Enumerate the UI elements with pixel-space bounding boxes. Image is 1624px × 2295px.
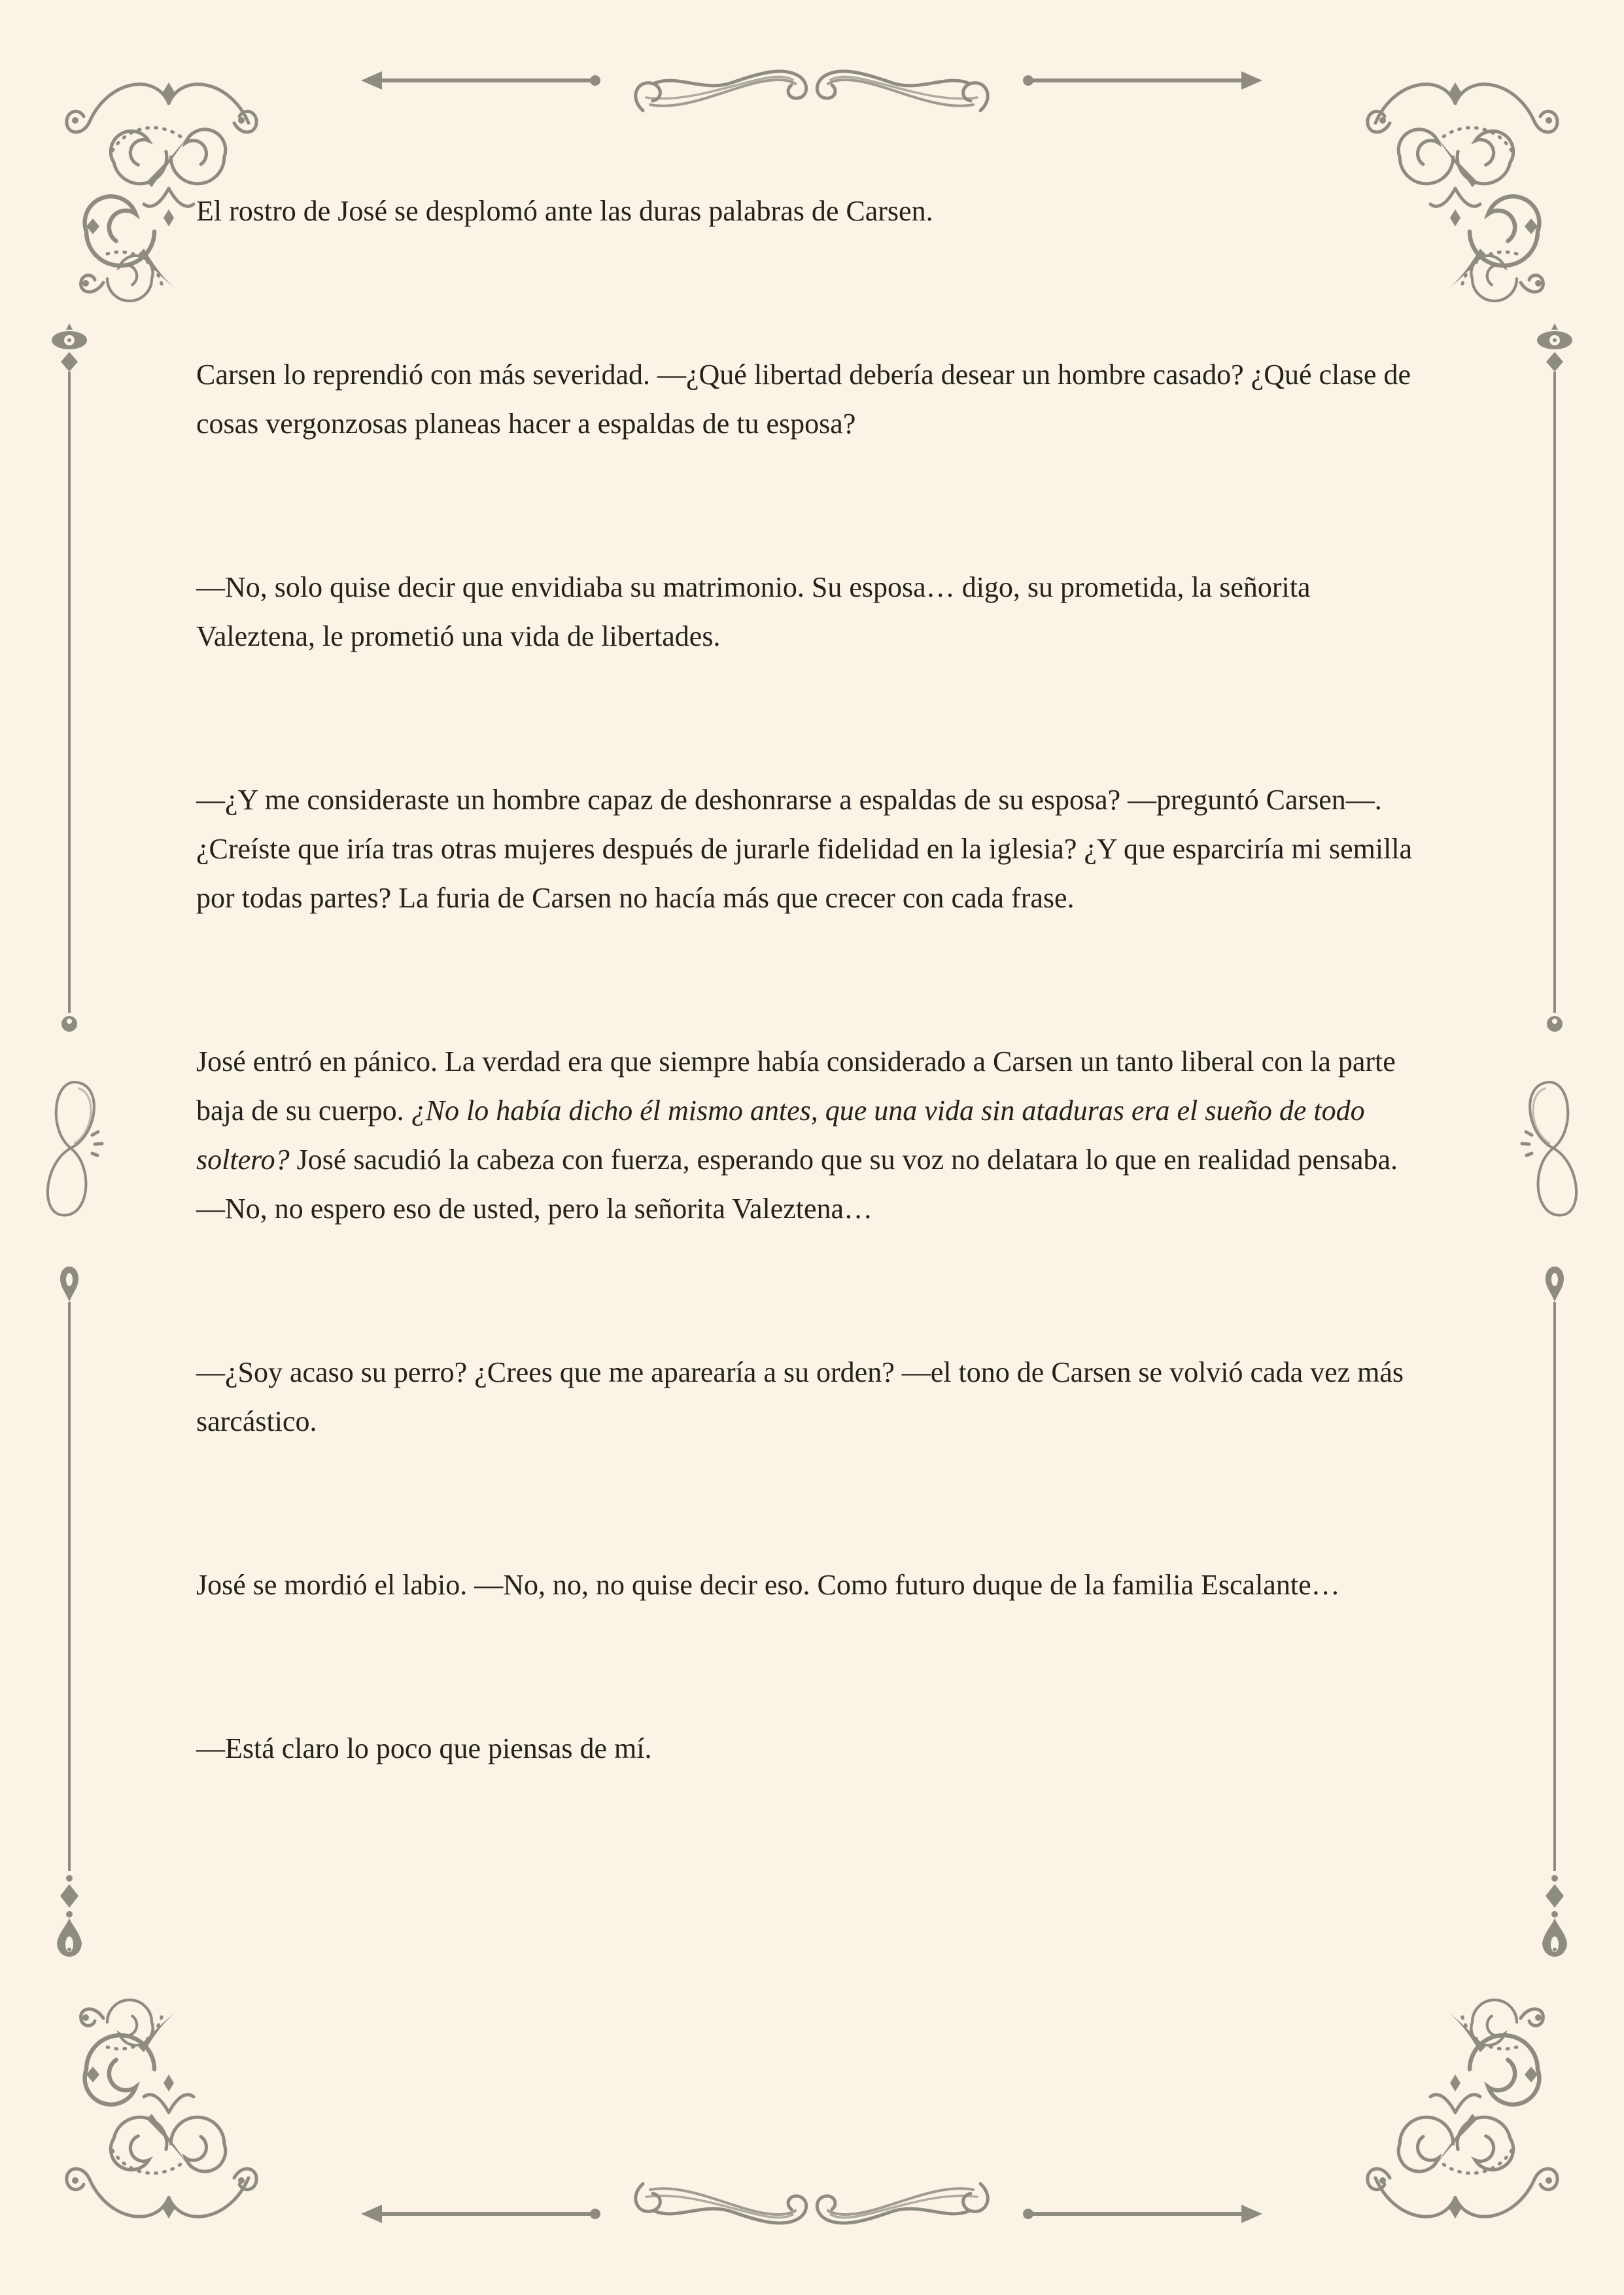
paragraph xyxy=(196,775,1414,922)
bottom-arrow-scroll-divider-icon xyxy=(351,2165,1273,2263)
paragraph xyxy=(196,563,1414,661)
paragraph-italic-segment: ¿No lo había dicho él mismo antes, que una vida sin ataduras era el sueño de todo soltero? xyxy=(196,1095,1365,1176)
left-lower-rod-ornament-icon xyxy=(50,1263,89,1969)
right-figure-eight-flourish-icon xyxy=(1517,1070,1589,1230)
paragraph xyxy=(196,186,1414,236)
paragraph-segment: —¿Y me consideraste un hombre capaz de deshonrarse a espaldas de su esposa? —preguntó Carsen—. ¿Creíste que iría tras otras mujeres después de jurarle fidelidad en la iglesia? ¿Y que esparciría mi semilla por todas partes? La furia de Carsen no hacía más que crecer con cada frase. xyxy=(196,784,1413,914)
top-arrow-scroll-divider-icon xyxy=(351,31,1273,130)
left-figure-eight-flourish-icon xyxy=(35,1070,107,1230)
paragraph-segment: José entró en pánico. La verdad era que siempre había considerado a Carsen un tanto liberal con la parte baja de su cuerpo. xyxy=(196,1045,1396,1127)
left-upper-rod-ornament-icon xyxy=(50,321,89,1043)
paragraph xyxy=(196,1724,1414,1773)
paragraph-segment: José se mordió el labio. —No, no, no quise decir eso. Como futuro duque de la familia Escalante… xyxy=(196,1569,1340,1601)
corner-flourish-bottom-left-icon xyxy=(47,1999,269,2247)
paragraph xyxy=(196,1348,1414,1446)
paragraph-segment: —¿Soy acaso su perro? ¿Crees que me aparearía a su orden? —el tono de Carsen se volvió cada vez más sarcástico. xyxy=(196,1356,1404,1437)
paragraph xyxy=(196,1037,1414,1233)
right-lower-rod-ornament-icon xyxy=(1535,1263,1574,1969)
paragraph xyxy=(196,1560,1414,1609)
paragraph-segment: —Está claro lo poco que piensas de mí. xyxy=(196,1732,652,1764)
right-upper-rod-ornament-icon xyxy=(1535,321,1574,1043)
paragraph-segment: El rostro de José se desplomó ante las duras palabras de Carsen. xyxy=(196,195,933,227)
paragraph-segment: —No, solo quise decir que envidiaba su matrimonio. Su esposa… digo, su prometida, la señorita Valeztena, le prometió una vida de libertades. xyxy=(196,571,1311,652)
page-text xyxy=(196,186,1414,1887)
paragraph-segment: José sacudió la cabeza con fuerza, esperando que su voz no delatara lo que en realidad pensaba. —No, no espero eso de usted, pero la señorita Valeztena… xyxy=(196,1144,1398,1225)
corner-flourish-bottom-right-icon xyxy=(1355,1999,1577,2247)
paragraph xyxy=(196,350,1414,448)
paragraph-segment: Carsen lo reprendió con más severidad. —¿Qué libertad debería desear un hombre casado? ¿Qué clase de cosas vergonzosas planeas hacer a espaldas de tu esposa? xyxy=(196,359,1411,440)
